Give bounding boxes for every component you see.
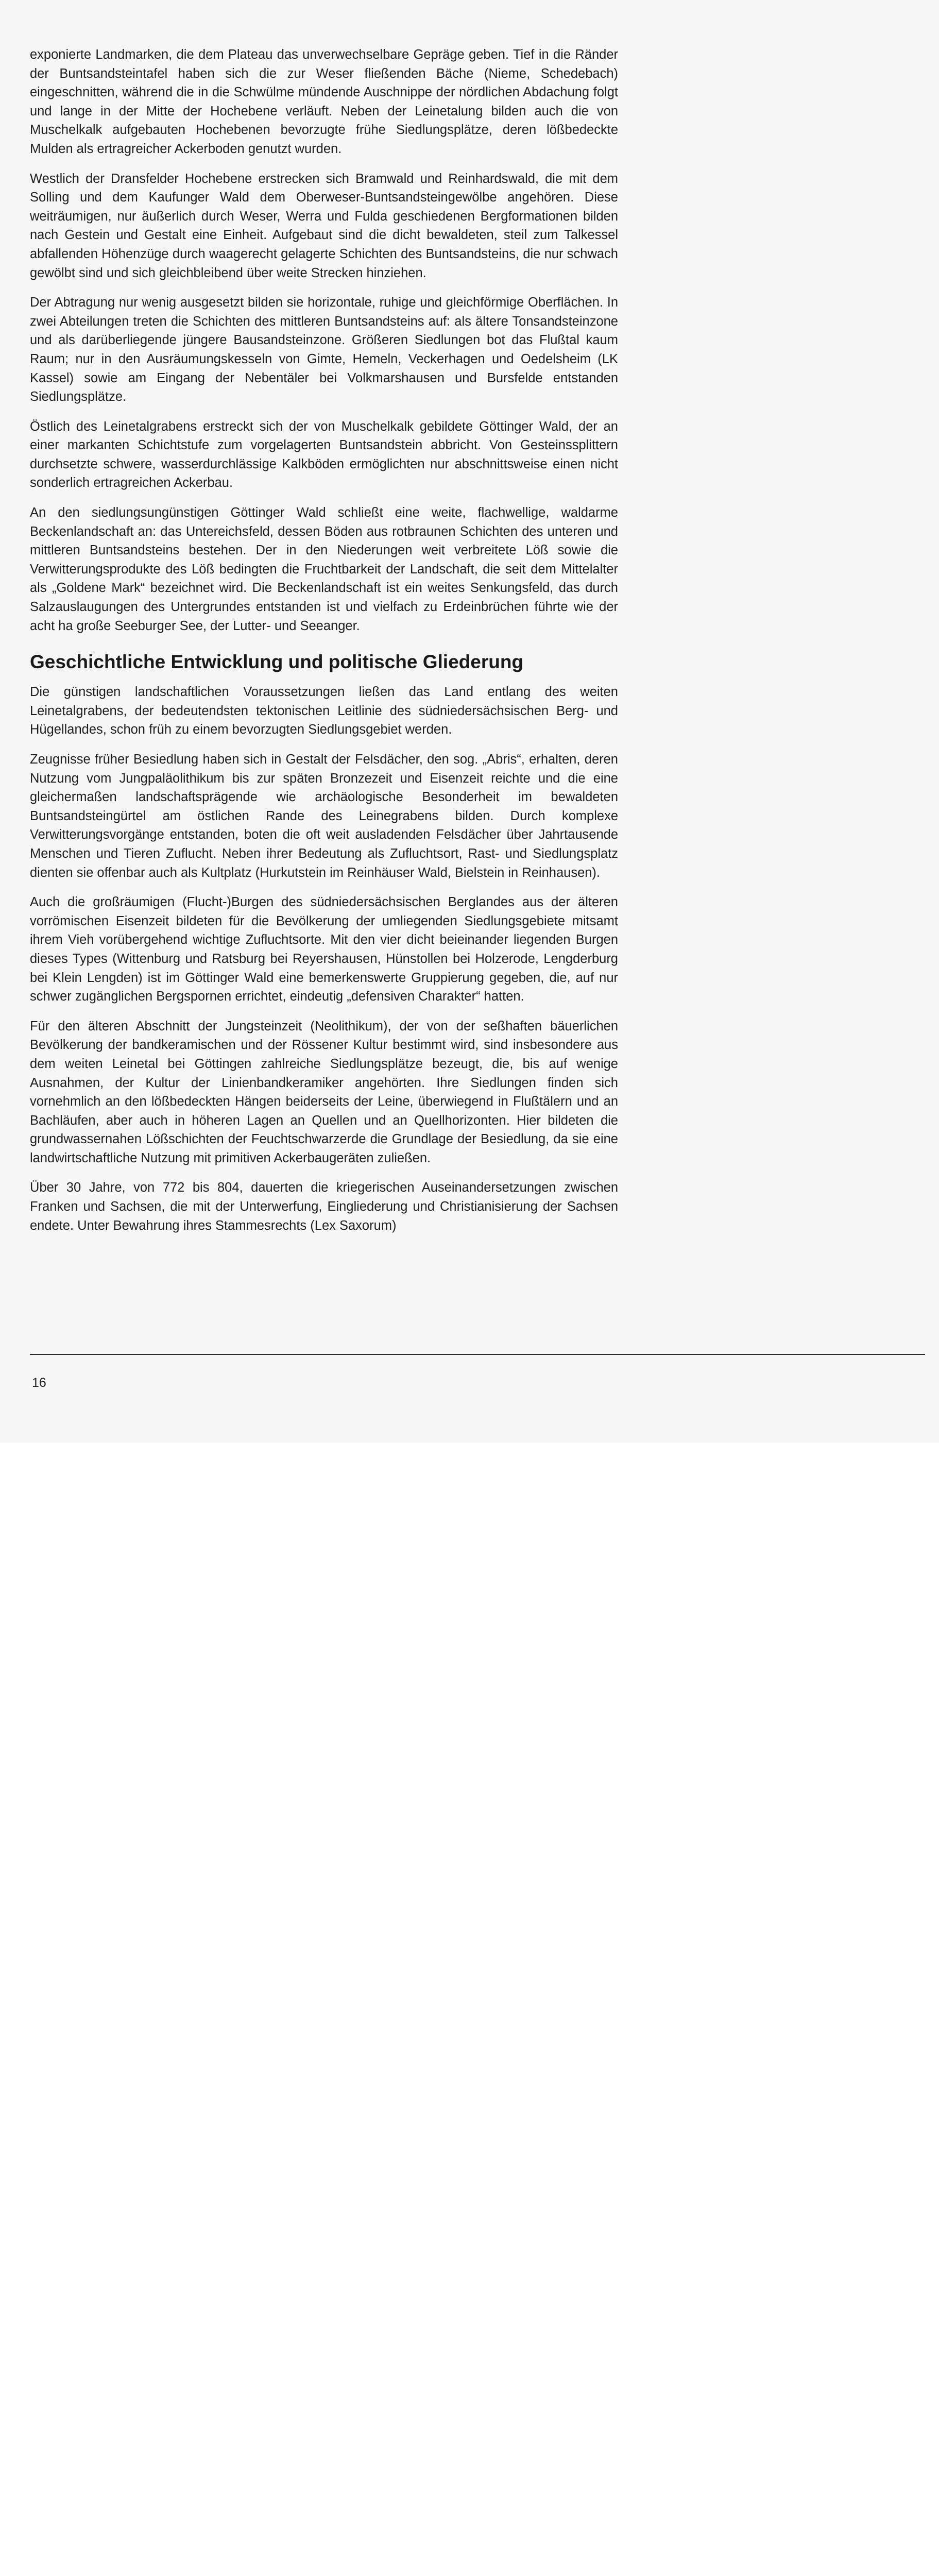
paragraph: Der Abtragung nur wenig ausgesetzt bilden sie horizontale, ruhige und gleichförmige Oberflächen. In zwei Abteilungen treten die Schichten des mittleren Buntsandsteins auf: als ältere Tonsandsteinzone und als darüberliegende jüngere Bausandsteinzone. Größeren Siedlungen bot das Flußtal kaum Raum; nur in den Ausräumungskesseln von Gimte, Hemeln, Veckerhagen und Oedelsheim (LK Kassel) sowie am Eingang der Nebentäler bei Volkmarshausen und Bursfelde entstanden Siedlungsplätze. [30, 295, 618, 404]
text-column [30, 45, 618, 1246]
viewer-footer [0, 1443, 939, 1509]
paragraph: Östlich des Leinetalgrabens erstreckt sich der von Muschelkalk gebildete Göttinger Wald, der an einer markanten Schichtstufe zum vorgelagerten Buntsandstein abbricht. Von Gesteinssplittern durchsetzte schwere, wasserdurchlässige Kalkböden ermöglichten nur abschnittsweise einen nicht sonderlich ertragreichen Ackerbau. [30, 419, 618, 490]
paragraph: Auch die großräumigen (Flucht-)Burgen des südniedersächsischen Berglandes aus der älteren vorrömischen Eisenzeit bildeten für die Bevölkerung der umliegenden Siedlungsgebiete mitsamt ihrem Vieh vorübergehend wichtige Zufluchtsorte. Mit den vier dicht beieinander liegenden Burgen dieses Types (Wittenburg und Ratsburg bei Reyershausen, Hünstollen bei Holzerode, Lengderburg bei Klein Lengden) ist im Göttinger Wald eine bemerkenswerte Gruppierung gegeben, die, auf nur schwer zugänglichen Bergspornen errichtet, eindeutig „defensiven Charakter“ hatten. [30, 895, 618, 1004]
paragraph: Für den älteren Abschnitt der Jungsteinzeit (Neolithikum), der von der seßhaften bäuerlichen Bevölkerung der bandkeramischen und der Rössener Kultur bestimmt wird, sind insbesondere aus dem weiten Leinetal bei Göttingen zahlreiche Siedlungsplätze bezeugt, die, bis auf wenige Ausnahmen, der Kultur der Linienbandkeramiker angehörten. Ihre Siedlungen finden sich vornehmlich an den lößbedeckten Hängen beiderseits der Leine, überwiegend in Flußtälern und an Bachläufen, aber auch in höheren Lagen an Quellen und an Quellhorizonten. Hier bildeten die grundwassernahen Lößschichten der Feuchtschwarzerde die Grundlage der Besiedlung, da sie eine landwirtschaftliche Nutzung mit primitiven Ackerbaugeräten zuließen. [30, 1019, 618, 1165]
paragraph: Westlich der Dransfelder Hochebene erstrecken sich Bramwald und Reinhardswald, die mit dem Solling und dem Kaufunger Wald dem Oberweser-Buntsandsteingewölbe angehören. Diese weiträumigen, nur äußerlich durch Weser, Werra und Fulda geschiedenen Bergformationen bilden nach Gestein und Gestalt eine Einheit. Aufgebaut sind die dicht bewaldeten, steil zum Talkessel abfallenden Höhenzüge durch waagerecht gelagerte Schichten des Buntsandsteins, die nur schwach gewölbt sind und sich gleichbleibend über weite Strecken hinziehen. [30, 171, 618, 280]
paragraph: Über 30 Jahre, von 772 bis 804, dauerten die kriegerischen Auseinandersetzungen zwischen Franken und Sachsen, die mit der Unterwerfung, Eingliederung und Christianisierung der Sachsen endete. Unter Bewahrung ihres Stammesrechts (Lex Saxorum) [30, 1180, 618, 1233]
paragraph: An den siedlungsungünstigen Göttinger Wald schließt eine weite, flachwellige, waldarme Beckenlandschaft an: das Untereichsfeld, dessen Böden aus rotbraunen Schichten des unteren und mittleren Buntsandsteins bestehen. Der in den Niederungen weit verbreitete Löß sowie die Verwitterungsprodukte des Löß bedingten die Fruchtbarkeit der Landschaft, die seit dem Mittelalter als „Goldene Mark“ bezeichnet wird. Die Beckenlandschaft ist ein weites Senkungsfeld, das durch Salzauslaugungen des Untergrundes entstanden ist und vielfach zu Erdeinbrüchen führte wie der acht ha große Seeburger See, der Lutter- und Seeanger. [30, 505, 618, 633]
paragraph: Zeugnisse früher Besiedlung haben sich in Gestalt der Felsdächer, den sog. „Abris“, erhalten, deren Nutzung vom Jungpaläolithikum bis zur späten Bronzezeit und Eisenzeit reichte und die eine gleichermaßen landschaftsprägende wie archäologische Besonderheit im bewaldeten Buntsandsteingürtel am östlichen Rande des Leinegrabens bilden. Durch komplexe Verwitterungsvorgänge entstanden, boten die oft weit ausladenden Felsdächer über Jahrtausende Menschen und Tieren Zuflucht. Neben ihrer Bedeutung als Zufluchtsort, Rast- und Siedlungsplatz dienten sie offenbar auch als Kultplatz (Hurkutstein im Reinhäuser Wald, Bielstein in Reinhausen). [30, 752, 618, 880]
page-number: 16 [32, 1376, 46, 1390]
footer-rule [30, 1354, 925, 1355]
paragraph: exponierte Landmarken, die dem Plateau das unverwechselbare Gepräge geben. Tief in die Ränder der Buntsandsteintafel haben sich die zur Weser fließenden Bäche (Nieme, Schedebach) eingeschnitten, während die in die Schwülme mündende Auschnippe der nördlichen Abdachung folgt und lange in der Mitte der Hochebene verläuft. Neben der Leinetalung bilden auch die von Muschelkalk aufgebauten Hochebenen bevorzugte frühe Siedlungsplätze, deren lößbedeckte Mulden als ertragreicher Ackerboden genutzt wurden. [30, 47, 618, 156]
paragraph: Die günstigen landschaftlichen Voraussetzungen ließen das Land entlang des weiten Leinetalgrabens, der bedeutendsten tektonischen Leitlinie des südniedersächsischen Berg- und Hügellandes, schon früh zu einem bevorzugten Siedlungsgebiet werden. [30, 685, 618, 737]
section-heading: Geschichtliche Entwicklung und politische Gliederung [30, 651, 524, 673]
